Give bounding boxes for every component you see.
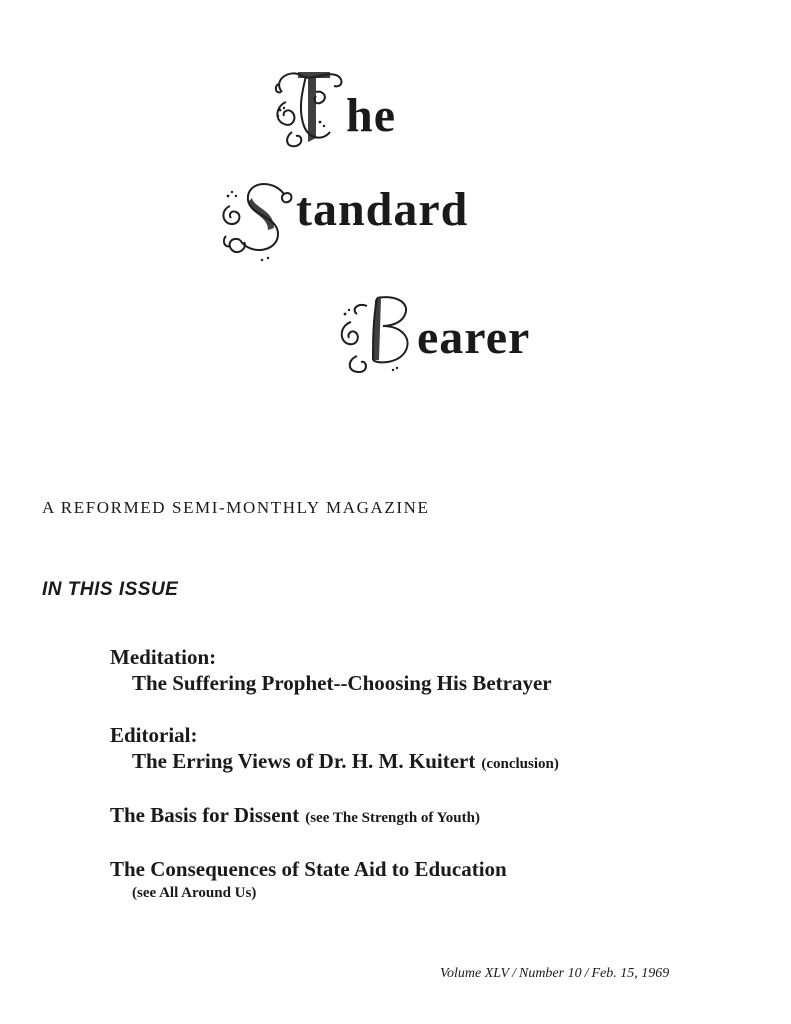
toc-item-dissent	[110, 802, 480, 831]
masthead-text-bearer: earer	[417, 311, 531, 364]
in-this-issue-heading: IN THIS ISSUE	[42, 579, 179, 600]
masthead-text-standard: tandard	[296, 183, 469, 236]
toc-item-state-aid	[110, 856, 507, 904]
toc-item-editorial	[110, 722, 559, 777]
date-label: Feb. 15, 1969	[591, 966, 670, 981]
flourish-ornament-icon	[222, 176, 296, 262]
flourish-ornament-icon	[337, 290, 417, 376]
toc-article-note: (conclusion)	[481, 756, 559, 772]
toc-article-title-text: The Basis for Dissent	[110, 803, 300, 827]
toc-section-label: Editorial:	[110, 723, 198, 747]
ornate-initial-s	[222, 176, 296, 262]
toc-article-title	[110, 802, 480, 831]
toc-article-note: (see All Around Us)	[132, 885, 257, 901]
masthead-line-standard	[222, 176, 468, 262]
toc-item-meditation	[110, 644, 552, 696]
masthead-text-the: he	[346, 89, 396, 142]
toc-article-title: The Suffering Prophet--Choosing His Betrayer	[132, 671, 552, 695]
ornate-initial-t	[272, 62, 346, 148]
toc-section-label: Meditation:	[110, 645, 217, 669]
toc-article-title	[110, 748, 559, 777]
issue-info	[440, 966, 669, 982]
masthead-line-the	[272, 62, 396, 148]
toc-article-title-text: The Erring Views of Dr. H. M. Kuitert	[132, 749, 476, 773]
toc-article-title: The Consequences of State Aid to Education	[110, 857, 507, 881]
magazine-tagline: A REFORMED SEMI-MONTHLY MAGAZINE	[42, 498, 430, 517]
toc-article-note: (see The Strength of Youth)	[305, 810, 480, 826]
masthead-line-bearer	[337, 290, 530, 376]
separator: /	[512, 966, 516, 981]
number-label: Number 10	[518, 966, 582, 981]
ornate-initial-b	[337, 290, 417, 376]
flourish-ornament-icon	[272, 62, 346, 148]
volume-label: Volume XLV	[440, 966, 510, 981]
separator: /	[584, 966, 589, 981]
